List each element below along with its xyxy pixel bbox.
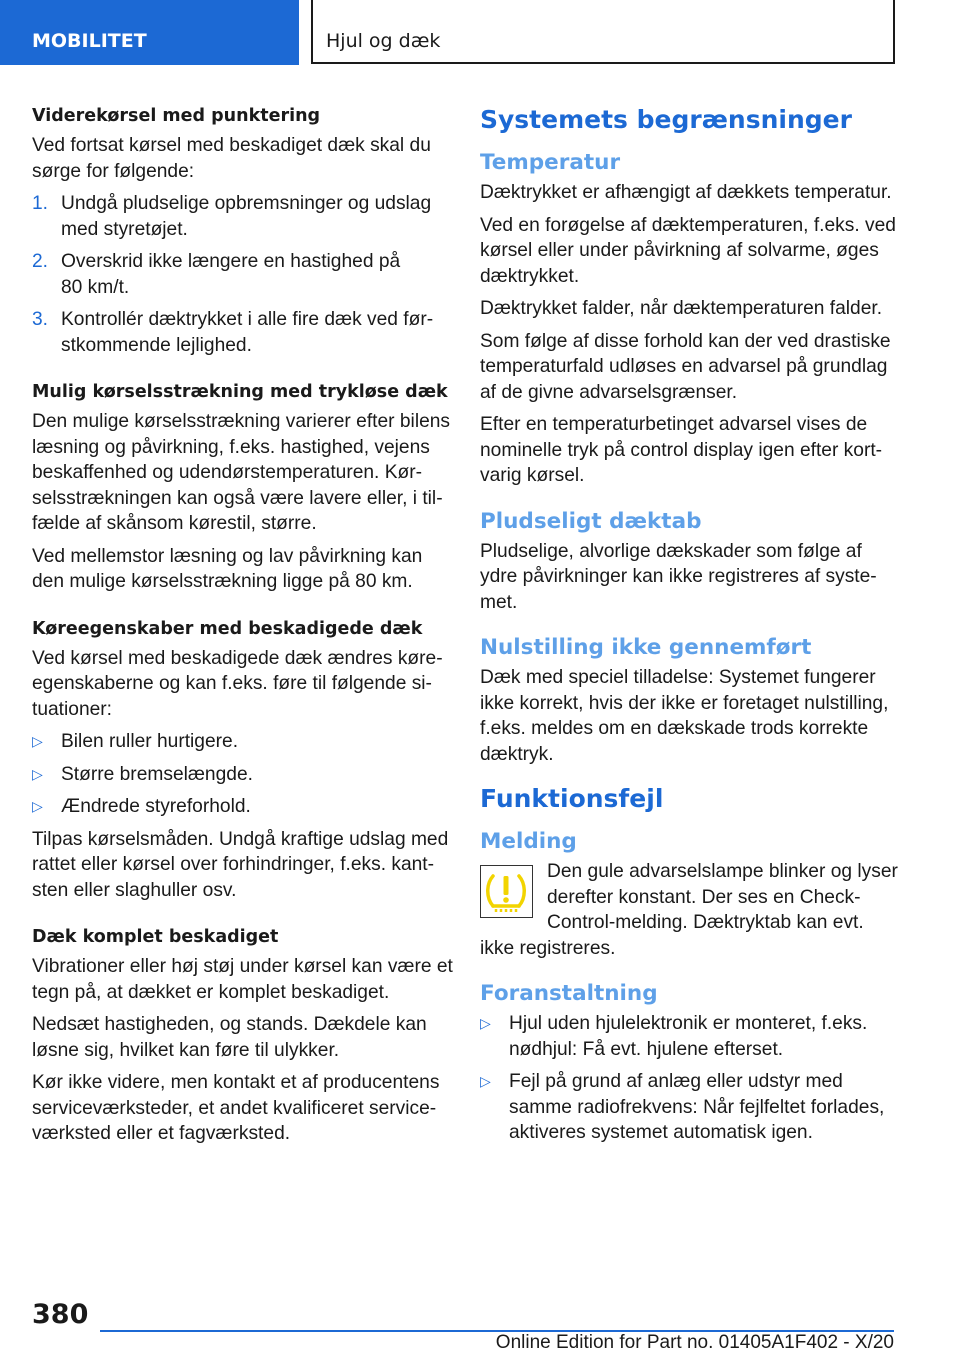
text-line: kørsel eller under påvirkning af solvarme, øges <box>480 240 879 261</box>
text-line: aktiveres systemet automatisk igen. <box>509 1122 813 1143</box>
step-text <box>61 249 447 300</box>
step-2 <box>32 249 447 300</box>
bullet-text: Bilen ruller hurtigere. <box>61 731 239 752</box>
paragraph-melding <box>480 859 898 961</box>
text-line: f.eks. meldes om en dækskade trods korrekte <box>480 718 869 739</box>
chapter-title: Hjul og dæk <box>311 0 895 64</box>
right-column <box>480 104 898 1153</box>
step-text <box>61 307 447 358</box>
text-line: beskaffenhed og udendørstemperaturen. Kør- <box>32 462 423 483</box>
step-text <box>61 191 447 242</box>
paragraph-komplet-3 <box>32 1070 447 1147</box>
paragraph-komplet-2 <box>32 1012 447 1063</box>
text-line: Dæktrykket falder, når dæktemperaturen falder. <box>480 298 883 319</box>
text-line: Undgå pludselige opbremsninger og udslag <box>61 193 432 214</box>
paragraph-mulig-2 <box>32 544 447 595</box>
text-line: Overskrid ikke længere en hastighed på <box>61 251 401 272</box>
text-line: nødhjul: Få evt. hjulene efterset. <box>509 1038 784 1060</box>
text-line: læsning og påvirkning, f.eks. hastighed, vejens <box>32 436 430 458</box>
list-item <box>32 794 447 820</box>
text-line: varig kørsel. <box>480 465 585 486</box>
text-line: Den gule advarselslampe blinker og lyser <box>547 861 898 882</box>
paragraph-temp-2 <box>480 213 895 290</box>
paragraph-mulig-1 <box>32 409 451 537</box>
warning-block <box>480 859 898 961</box>
left-column <box>32 104 453 1154</box>
text-line: Ved en forøgelse af dæktemperaturen, f.eks. ved <box>480 214 896 236</box>
heading-viderekorsel: Viderekørsel med punktering <box>32 106 321 126</box>
tire-pressure-warning-icon <box>480 865 533 918</box>
heading-komplet: Dæk komplet beskadiget <box>32 927 279 947</box>
heading-koreegenskaber: Køreegenskaber med beskadigede dæk <box>32 618 423 639</box>
paragraph-temp-1 <box>480 180 895 206</box>
heading-pludseligt: Pludseligt dæktab <box>480 508 702 534</box>
text-line: Tilpas kørselsmåden. Undgå kraftige udslag med <box>32 828 449 850</box>
paragraph-komplet-1 <box>32 954 453 1005</box>
text-line: Ved fortsat kørsel med beskadiget dæk skal du <box>32 135 431 156</box>
text-line: egenskaberne og kan f.eks. føre til følgende si- <box>32 673 432 694</box>
text-line: Efter en temperaturbetinget advarsel vises de <box>480 414 868 435</box>
paragraph-temp-5 <box>480 412 895 489</box>
tire-pressure-warning-icon-graphic <box>481 866 531 916</box>
heading-temperatur: Temperatur <box>480 150 621 175</box>
text-line: derefter konstant. Der ses en Check- <box>547 886 861 908</box>
text-line: stkommende lejlighed. <box>61 334 252 356</box>
text-line: temperaturfald udløses en advarsel på grundlag <box>480 356 888 377</box>
heading-foranstaltning: Foranstaltning <box>480 981 658 1006</box>
text-line: Som følge af disse forhold kan der ved drastiske <box>480 330 891 352</box>
text-line: Dæk med speciel tilladelse: Systemet fungerer <box>480 667 876 688</box>
step-1 <box>32 191 447 242</box>
text-line: ikke korrekt, hvis der ikke er foretaget nulstilling, <box>480 692 889 714</box>
paragraph-nulstilling <box>480 665 895 767</box>
step-number: 1. <box>32 193 49 214</box>
paragraph-tilpas <box>32 827 447 904</box>
text-line: Control-melding. Dæktryktab kan evt. <box>547 912 864 933</box>
heading-funktionsfejl: Funktionsfejl <box>480 784 664 813</box>
page-number: 380 <box>32 1299 89 1330</box>
section-tab: MOBILITET <box>0 0 299 65</box>
bullet-text <box>509 1069 895 1146</box>
text-line: dæktrykket. <box>480 265 580 287</box>
step-number: 2. <box>32 251 49 272</box>
text-line: samme radiofrekvens: Når fejlfeltet forlades, <box>509 1096 885 1118</box>
text-line: sørge for følgende: <box>32 160 195 182</box>
text-line: serviceværksteder, et andet kvalificeret service- <box>32 1097 437 1119</box>
text-line: Fejl på grund af anlæg eller udstyr med <box>509 1071 843 1092</box>
paragraph-temp-4 <box>480 329 895 406</box>
text-line: Pludselige, alvorlige dækskader som følge af <box>480 540 862 562</box>
list-item <box>32 729 447 755</box>
text-line: Hjul uden hjulelektronik er monteret, f.eks. <box>509 1013 868 1034</box>
heading-system: Systemets begrænsninger <box>480 105 852 134</box>
text-line: Den mulige kørselsstrækning varierer efter bilens <box>32 411 451 432</box>
text-line: Ved mellemstor læsning og lav påvirkning kan <box>32 545 423 567</box>
text-line: met. <box>480 591 518 613</box>
paragraph-pludseligt <box>480 539 895 616</box>
text-line: løsne sig, hvilket kan føre til ulykker. <box>32 1039 340 1061</box>
text-line: ikke registreres. <box>480 937 616 959</box>
text-line: tegn på, at dækket er komplet beskadiget. <box>32 981 390 1003</box>
triangle-bullet-icon: ▷ <box>480 1073 491 1089</box>
list-item <box>32 762 447 788</box>
text-line: værksted eller et fagværksted. <box>32 1123 291 1144</box>
triangle-bullet-icon: ▷ <box>32 798 43 814</box>
triangle-bullet-icon: ▷ <box>32 733 43 749</box>
text-line: af de givne advarselsgrænser. <box>480 381 738 403</box>
bullet-text <box>509 1011 895 1062</box>
triangle-bullet-icon: ▷ <box>32 765 43 782</box>
step-number: 3. <box>32 309 49 330</box>
text-line: tuationer: <box>32 698 113 720</box>
text-line: sten eller slaghuller osv. <box>32 879 237 901</box>
text-line: Vibrationer eller høj støj under kørsel kan være et <box>32 956 453 977</box>
text-line: den mulige kørselsstrækning ligge på 80 km. <box>32 571 413 592</box>
footer-edition: Online Edition for Part no. 01405A1F402 - X/20 <box>495 1332 894 1353</box>
text-line: Nedsæt hastigheden, og stands. Dækdele kan <box>32 1014 427 1035</box>
bullet-text: Ændrede styreforhold. <box>61 796 251 817</box>
text-line: Ved kørsel med beskadigede dæk ændres køre- <box>32 647 443 669</box>
text-line: rattet eller kørsel over forhindringer, f.eks. kant- <box>32 854 435 875</box>
heading-mulig: Mulig kørselsstrækning med trykløse dæk <box>32 382 448 402</box>
text-line: Dæktrykket er afhængigt af dækkets temperatur. <box>480 182 892 203</box>
bullet-text: Større bremselængde. <box>61 763 253 785</box>
list-item <box>480 1069 895 1146</box>
text-line: ydre påvirkninger kan ikke registreres af syste- <box>480 566 877 587</box>
paragraph-koreegenskaber <box>32 646 447 723</box>
text-line: selsstrækningen kan også være lavere eller, i til- <box>32 487 443 509</box>
step-3 <box>32 307 447 358</box>
heading-nulstilling: Nulstilling ikke gennemført <box>480 635 812 660</box>
text-line: dæktryk. <box>480 743 554 765</box>
text-line: nominelle tryk på control display igen efter kort- <box>480 439 883 461</box>
paragraph-viderekorsel <box>32 133 447 184</box>
paragraph-temp-3 <box>480 296 895 322</box>
list-item <box>480 1011 895 1062</box>
text-line: fælde af skånsom kørestil, større. <box>32 513 317 534</box>
text-line: Kontrollér dæktrykket i alle fire dæk ved før- <box>61 309 434 330</box>
text-line: Kør ikke videre, men kontakt et af producentens <box>32 1072 440 1093</box>
text-line: med styretøjet. <box>61 218 188 240</box>
triangle-bullet-icon: ▷ <box>480 1015 491 1031</box>
text-line: 80 km/t. <box>61 276 130 298</box>
heading-melding: Melding <box>480 829 577 854</box>
